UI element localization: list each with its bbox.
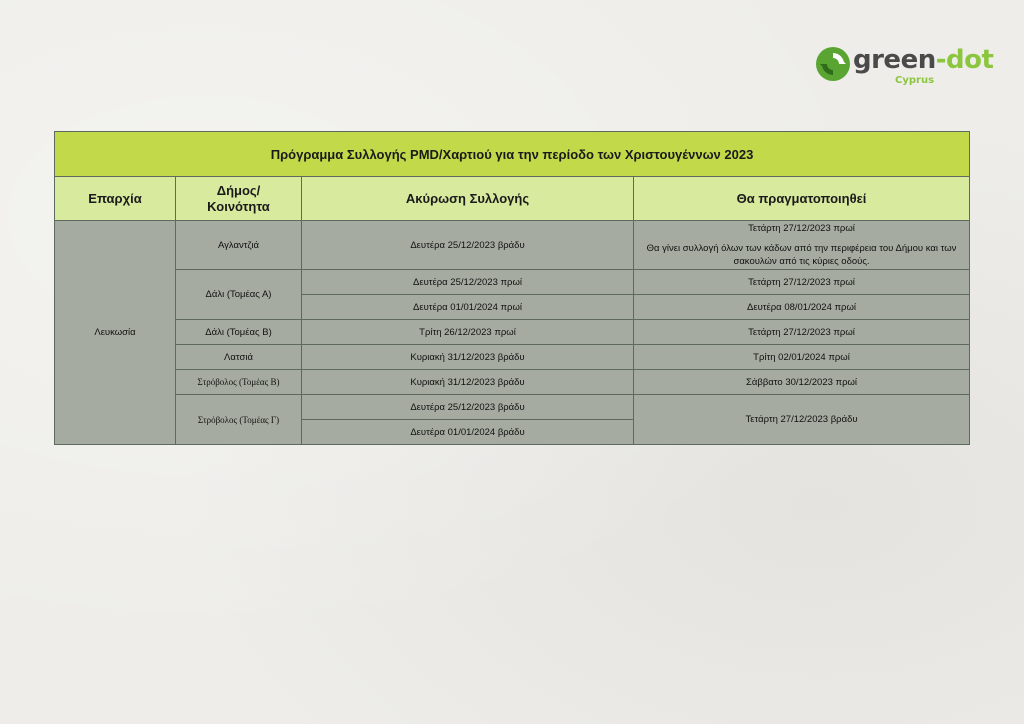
table-row [55,345,970,370]
table-row [55,221,970,270]
rescheduled-cell: Τετάρτη 27/12/2023 πρωί [634,270,970,295]
province-cell: Λευκωσία [55,221,176,445]
rescheduled-cell [634,221,970,270]
header-cancellation: Ακύρωση Συλλογής [302,177,634,221]
cancel-cell: Κυριακή 31/12/2023 βράδυ [302,370,634,395]
logo-word-dot: dot [946,45,994,75]
rescheduled-cell: Δευτέρα 08/01/2024 πρωί [634,295,970,320]
cancel-cell: Κυριακή 31/12/2023 βράδυ [302,345,634,370]
green-dot-recycle-icon [815,46,851,82]
rescheduled-cell: Τετάρτη 27/12/2023 βράδυ [634,395,970,445]
cancel-cell: Δευτέρα 25/12/2023 πρωί [302,270,634,295]
header-rescheduled: Θα πραγματοποιηθεί [634,177,970,221]
table-title: Πρόγραμμα Συλλογής PMD/Χαρτιού για την περίοδο των Χριστουγέννων 2023 [55,132,970,177]
header-municipality [176,177,302,221]
table-row [55,270,970,295]
cancel-cell: Τρίτη 26/12/2023 πρωί [302,320,634,345]
logo-wordmark [853,45,993,75]
logo-dash: - [935,45,947,75]
rescheduled-date: Τετάρτη 27/12/2023 πρωί [748,222,855,234]
municipality-cell: Αγλαντζιά [176,221,302,270]
logo-subtitle: Cyprus [895,75,935,86]
municipality-cell: Στρόβολος (Τομέας Γ) [176,395,302,445]
cancel-cell: Δευτέρα 25/12/2023 βράδυ [302,395,634,420]
header-municipality-line2: Κοινότητα [207,198,270,214]
municipality-cell: Στρόβολος (Τομέας Β) [176,370,302,395]
rescheduled-cell: Σάββατο 30/12/2023 πρωί [634,370,970,395]
cancel-cell: Δευτέρα 25/12/2023 βράδυ [302,221,634,270]
municipality-cell: Λατσιά [176,345,302,370]
table-row [55,395,970,420]
rescheduled-cell: Τρίτη 02/01/2024 πρωί [634,345,970,370]
municipality-cell: Δάλι (Τομέας Β) [176,320,302,345]
table-title-row [55,132,970,177]
header-province: Επαρχία [55,177,176,221]
cancel-cell: Δευτέρα 01/01/2024 πρωί [302,295,634,320]
rescheduled-note: Θα γίνει συλλογή όλων των κάδων από την περιφέρεια του Δήμου και των σακουλών από τις κύριες οδούς. [646,242,957,267]
header-municipality-line1: Δήμος/ [216,182,261,198]
table-header-row [55,177,970,221]
table-row [55,320,970,345]
rescheduled-cell: Τετάρτη 27/12/2023 πρωί [634,320,970,345]
logo-word-green: green [853,45,936,75]
green-dot-logo [815,44,994,92]
collection-schedule-table [54,131,970,445]
cancel-cell: Δευτέρα 01/01/2024 βράδυ [302,420,634,445]
table-row [55,370,970,395]
municipality-cell: Δάλι (Τομέας Α) [176,270,302,320]
